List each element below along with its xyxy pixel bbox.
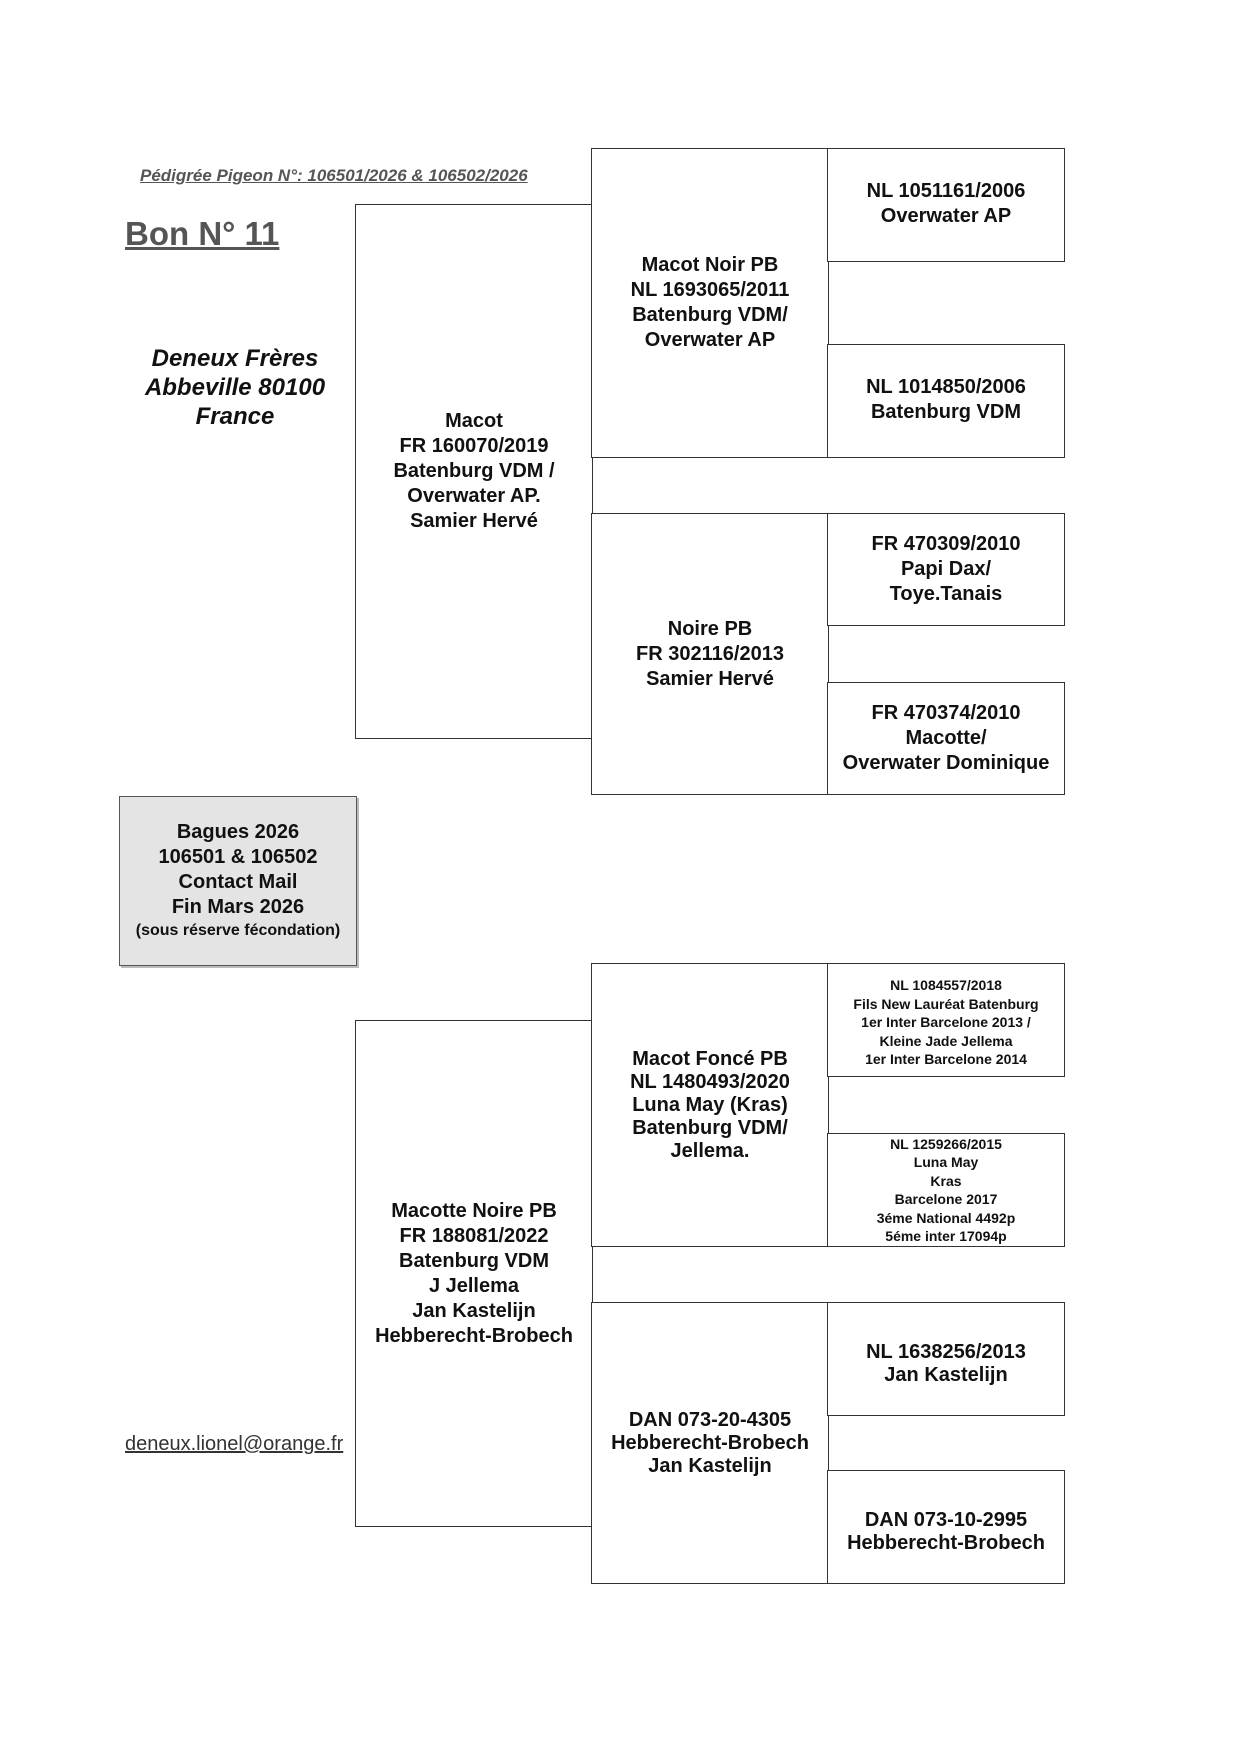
rings-line: Contact Mail bbox=[178, 871, 298, 893]
dam-sire-box bbox=[591, 963, 829, 1247]
ggp-line: Kras bbox=[930, 1172, 962, 1189]
rings-line: 106501 & 106502 bbox=[158, 846, 318, 868]
ggp-box-ds-sire bbox=[827, 963, 1065, 1077]
ggp-line: Hebberecht-Brobech bbox=[847, 1532, 1045, 1554]
ggp-line: Fils New Lauréat Batenburg bbox=[853, 995, 1039, 1012]
dam-line: Jan Kastelijn bbox=[412, 1299, 536, 1322]
ggp-line: 1er Inter Barcelone 2014 bbox=[865, 1051, 1027, 1067]
ggp-line: FR 470374/2010 bbox=[871, 702, 1021, 724]
sire-sire-line: Batenburg VDM/ bbox=[632, 304, 788, 326]
ggp-line: Batenburg VDM bbox=[870, 401, 1021, 423]
dam-line: Batenburg VDM bbox=[399, 1249, 549, 1272]
ggp-line: Overwater Dominique bbox=[842, 752, 1050, 774]
ggp-line: Luna May bbox=[913, 1154, 979, 1170]
sire-line: FR 160070/2019 bbox=[399, 435, 549, 457]
ggp-line: 1er Inter Barcelone 2013 / bbox=[861, 1014, 1031, 1030]
ggp-line: FR 470309/2010 bbox=[871, 533, 1021, 555]
rings-note: (sous réserve fécondation) bbox=[135, 922, 341, 939]
dam-sire-line: Batenburg VDM/ bbox=[632, 1117, 788, 1139]
ggp-box-ss-dam bbox=[827, 344, 1065, 458]
dam-sire-line: Luna May (Kras) bbox=[632, 1094, 788, 1116]
bon-number: Bon N° 11 bbox=[125, 215, 280, 252]
sire-sire-line: NL 1693065/2011 bbox=[630, 279, 790, 301]
sire-sire-line: Macot Noir PB bbox=[641, 254, 779, 276]
dam-line: J Jellema bbox=[428, 1274, 520, 1297]
ggp-line: NL 1014850/2006 bbox=[866, 376, 1026, 398]
dam-sire-line: Jellema. bbox=[670, 1140, 750, 1162]
ggp-line: Toye.Tanais bbox=[889, 583, 1003, 605]
ggp-box-ds-dam bbox=[827, 1133, 1065, 1247]
sire-line: Samier Hervé bbox=[410, 510, 538, 532]
rings-info-box bbox=[119, 796, 357, 966]
ggp-box-sd-sire bbox=[827, 513, 1065, 626]
breeder-name: Deneux Frères bbox=[151, 345, 319, 372]
ggp-line: Papi Dax/ bbox=[900, 558, 992, 580]
dam-box bbox=[355, 1020, 593, 1527]
sire-line: Macot bbox=[445, 410, 503, 432]
sire-dam-line: FR 302116/2013 bbox=[636, 643, 784, 665]
ggp-line: Barcelone 2017 bbox=[894, 1191, 998, 1207]
rings-line: Fin Mars 2026 bbox=[171, 896, 305, 918]
sire-line: Batenburg VDM / bbox=[393, 460, 555, 482]
ggp-line: 5éme inter 17094p bbox=[885, 1228, 1007, 1244]
breeder-city: Abbeville 80100 bbox=[144, 374, 326, 401]
dam-dam-box bbox=[591, 1302, 829, 1584]
ggp-line: Kleine Jade Jellema bbox=[879, 1032, 1013, 1049]
sire-dam-line: Samier Hervé bbox=[646, 668, 774, 690]
ggp-line: NL 1259266/2015 bbox=[890, 1135, 1002, 1152]
ggp-box-dd-sire bbox=[827, 1302, 1065, 1416]
dam-dam-line: DAN 073-20-4305 bbox=[628, 1409, 792, 1431]
sire-dam-box bbox=[591, 513, 829, 795]
breeder-country: France bbox=[195, 403, 275, 430]
ggp-line: Overwater AP bbox=[880, 205, 1012, 227]
dam-sire-line: NL 1480493/2020 bbox=[630, 1071, 790, 1093]
pedigree-title: Pédigrée Pigeon N°: 106501/2026 & 106502/2026 bbox=[140, 166, 528, 185]
ggp-line: DAN 073-10-2995 bbox=[864, 1509, 1028, 1531]
dam-sire-line: Macot Foncé PB bbox=[632, 1048, 788, 1070]
ggp-line: 3éme National 4492p bbox=[876, 1209, 1016, 1226]
ggp-line: NL 1638256/2013 bbox=[866, 1341, 1026, 1363]
dam-line: Macotte Noire PB bbox=[391, 1199, 557, 1222]
sire-sire-box bbox=[591, 148, 829, 458]
dam-dam-line: Jan Kastelijn bbox=[648, 1455, 772, 1477]
contact-email[interactable]: deneux.lionel@orange.fr bbox=[125, 1433, 344, 1455]
ggp-box-ss-sire bbox=[827, 148, 1065, 262]
sire-line: Overwater AP. bbox=[407, 485, 541, 507]
breeder-info bbox=[115, 344, 355, 431]
dam-dam-line: Hebberecht-Brobech bbox=[611, 1432, 809, 1454]
dam-line: FR 188081/2022 bbox=[399, 1224, 549, 1247]
ggp-box-dd-dam bbox=[827, 1470, 1065, 1584]
ggp-line: Jan Kastelijn bbox=[884, 1364, 1008, 1386]
sire-box bbox=[355, 204, 593, 739]
rings-line: Bagues 2026 bbox=[176, 821, 300, 843]
sire-sire-line: Overwater AP bbox=[644, 329, 776, 351]
dam-line: Hebberecht-Brobech bbox=[375, 1324, 573, 1347]
ggp-line: NL 1084557/2018 bbox=[890, 977, 1002, 993]
ggp-line: Macotte/ bbox=[905, 727, 987, 749]
ggp-box-sd-dam bbox=[827, 682, 1065, 795]
ggp-line: NL 1051161/2006 bbox=[866, 180, 1026, 202]
sire-dam-line: Noire PB bbox=[667, 618, 753, 640]
